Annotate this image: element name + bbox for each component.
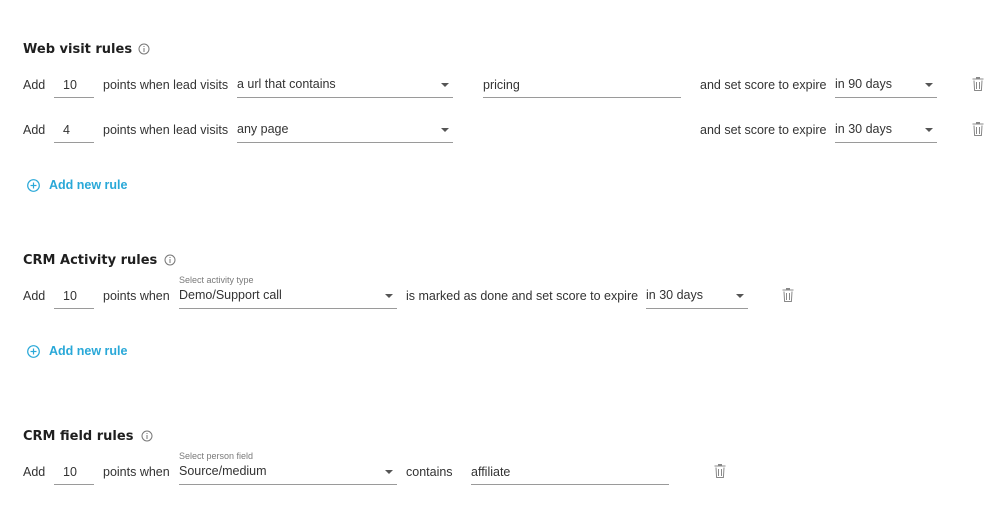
add-label: Add [23, 289, 46, 303]
visit-target-value: a url that contains [237, 77, 336, 91]
crm-field-rules-title: CRM field rules [23, 429, 134, 444]
points-input[interactable] [54, 122, 94, 143]
visit-target-select[interactable] [237, 77, 453, 98]
expire-value: in 30 days [835, 122, 892, 136]
plus-circle-icon [27, 345, 40, 358]
trash-icon[interactable] [972, 77, 984, 91]
person-field-select[interactable] [179, 464, 397, 485]
expire-value: in 90 days [835, 77, 892, 91]
activity-type-select[interactable] [179, 288, 397, 309]
field-value-input[interactable] [471, 464, 669, 485]
add-new-rule-label: Add new rule [49, 344, 128, 358]
points-when-lead-visits-label: points when lead visits [103, 78, 229, 92]
dropdown-caret-icon [925, 128, 933, 132]
info-icon[interactable] [164, 254, 176, 266]
expire-label: and set score to expire [700, 123, 827, 137]
points-input[interactable] [54, 77, 94, 98]
add-new-rule-button[interactable] [27, 344, 127, 358]
url-contains-input[interactable] [483, 77, 681, 98]
info-icon[interactable] [141, 430, 153, 442]
dropdown-caret-icon [441, 83, 449, 87]
add-new-rule-button[interactable] [27, 178, 127, 192]
trash-icon[interactable] [782, 288, 794, 302]
expire-select[interactable] [835, 77, 937, 98]
trash-icon[interactable] [714, 464, 726, 478]
dropdown-caret-icon [925, 83, 933, 87]
add-label: Add [23, 78, 46, 92]
activity-type-field-label: Select activity type [179, 275, 254, 285]
expire-value: in 30 days [646, 288, 703, 302]
dropdown-caret-icon [385, 470, 393, 474]
add-label: Add [23, 123, 46, 137]
expire-label: is marked as done and set score to expire [406, 289, 639, 303]
add-label: Add [23, 465, 46, 479]
points-input[interactable] [54, 464, 94, 485]
trash-icon[interactable] [972, 122, 984, 136]
person-field-value: Source/medium [179, 464, 267, 478]
info-icon[interactable] [138, 43, 150, 55]
points-when-lead-visits-label: points when lead visits [103, 123, 229, 137]
dropdown-caret-icon [385, 294, 393, 298]
expire-label: and set score to expire [700, 78, 827, 92]
visit-target-select[interactable] [237, 122, 453, 143]
add-new-rule-label: Add new rule [49, 178, 128, 192]
activity-type-value: Demo/Support call [179, 288, 282, 302]
crm-activity-rules-title: CRM Activity rules [23, 253, 158, 268]
web-visit-rules-title: Web visit rules [23, 42, 133, 57]
points-input[interactable] [54, 288, 94, 309]
plus-circle-icon [27, 179, 40, 192]
dropdown-caret-icon [736, 294, 744, 298]
visit-target-value: any page [237, 122, 289, 136]
contains-label: contains [406, 465, 453, 479]
points-when-label: points when [103, 465, 170, 479]
points-when-label: points when [103, 289, 170, 303]
expire-select[interactable] [835, 122, 937, 143]
person-field-label: Select person field [179, 451, 254, 461]
dropdown-caret-icon [441, 128, 449, 132]
expire-select[interactable] [646, 288, 748, 309]
